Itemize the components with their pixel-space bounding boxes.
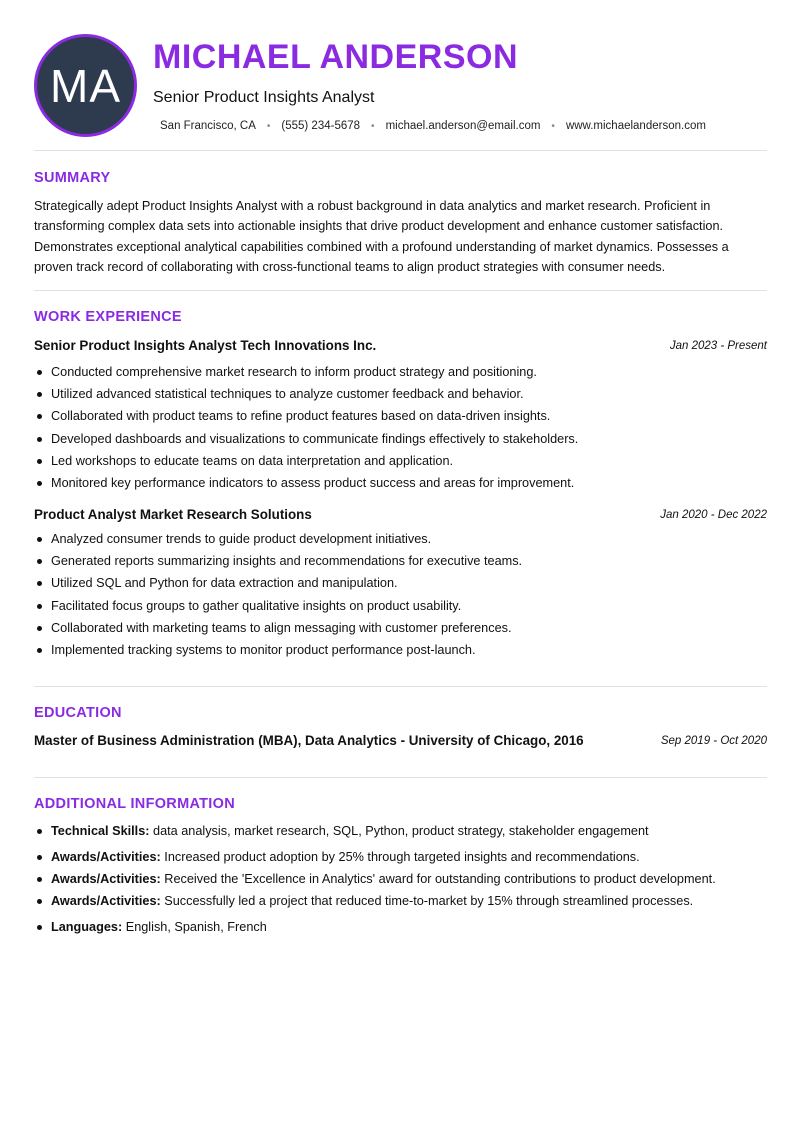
avatar-initials: MA — [50, 59, 121, 112]
list-item: Monitored key performance indicators to assess product success and areas for improvement. — [34, 472, 767, 494]
item-text: English, Spanish, French — [122, 920, 267, 934]
list-item: Implemented tracking systems to monitor product performance post-launch. — [34, 639, 767, 661]
item-label: Languages: — [51, 920, 123, 934]
list-item: Utilized advanced statistical techniques to analyze customer feedback and behavior. — [34, 383, 767, 405]
list-item: Analyzed consumer trends to guide product development initiatives. — [34, 528, 767, 550]
education-degree: Master of Business Administration (MBA), Data Analytics - University of Chicago, 2016 — [34, 733, 584, 748]
avatar — [34, 34, 137, 137]
job-role: Product Analyst Market Research Solutions — [34, 507, 312, 522]
list-item: Collaborated with marketing teams to align messaging with customer preferences. — [34, 617, 767, 639]
item-text: Received the 'Excellence in Analytics' award for outstanding contributions to product development. — [160, 872, 716, 886]
education-entry — [34, 733, 767, 751]
item-text: data analysis, market research, SQL, Python, product strategy, stakeholder engagement — [149, 824, 649, 838]
separator-dot: • — [551, 120, 555, 132]
contact-website[interactable]: www.michaelanderson.com — [565, 120, 706, 132]
list-item: Led workshops to educate teams on data interpretation and application. — [34, 450, 767, 472]
job-bullets — [34, 528, 767, 661]
list-item: Conducted comprehensive market research to inform product strategy and positioning. — [34, 361, 767, 383]
additional-list — [34, 820, 767, 938]
job-dates: Jan 2023 - Present — [669, 340, 767, 352]
job-bullets — [34, 361, 767, 494]
summary-text: Strategically adept Product Insights Analyst with a robust background in data analytics and market research. Proficient in transforming complex data sets into actionable insights that drive product development and enhance customer satisfaction. Demonstrates exceptional analytical capabilities combined with a profound understanding of market dynamics. Possesses a proven track record of collaborating with cross-functional teams to align product strategies with consumer needs. — [34, 199, 729, 274]
list-item — [34, 846, 767, 868]
section-divider — [34, 290, 767, 291]
education-heading: EDUCATION — [34, 705, 122, 721]
experience-heading: WORK EXPERIENCE — [34, 309, 182, 325]
candidate-name: MICHAEL ANDERSON — [153, 38, 519, 76]
item-text: Increased product adoption by 25% through targeted insights and recommendations. — [160, 850, 640, 864]
contact-location: San Francisco, CA — [160, 120, 256, 132]
additional-heading: ADDITIONAL INFORMATION — [34, 796, 235, 812]
job-dates: Jan 2020 - Dec 2022 — [660, 509, 767, 521]
item-label: Awards/Activities: — [51, 872, 161, 886]
summary-heading: SUMMARY — [34, 170, 111, 186]
item-label: Awards/Activities: — [51, 850, 161, 864]
list-item: Facilitated focus groups to gather qualitative insights on product usability. — [34, 595, 767, 617]
list-item — [34, 820, 767, 842]
section-divider — [34, 150, 767, 151]
section-divider — [34, 777, 767, 778]
list-item: Utilized SQL and Python for data extraction and manipulation. — [34, 572, 767, 594]
list-item — [34, 890, 767, 912]
separator-dot: • — [266, 120, 271, 132]
item-label: Awards/Activities: — [51, 894, 161, 908]
contact-email[interactable]: michael.anderson@email.com — [385, 120, 541, 132]
list-item — [34, 868, 767, 890]
list-item: Generated reports summarizing insights and recommendations for executive teams. — [34, 550, 767, 572]
contact-line — [160, 120, 706, 132]
job-header — [34, 338, 767, 356]
section-divider — [34, 686, 767, 687]
job-role: Senior Product Insights Analyst Tech Innovations Inc. — [34, 338, 377, 353]
education-dates: Sep 2019 - Oct 2020 — [660, 735, 767, 747]
list-item: Developed dashboards and visualizations to communicate findings effectively to stakeholders. — [34, 428, 767, 450]
list-item: Collaborated with product teams to refine product features based on data-driven insights. — [34, 405, 767, 427]
list-item — [34, 916, 767, 938]
job-header — [34, 507, 767, 525]
candidate-title: Senior Product Insights Analyst — [153, 89, 375, 106]
item-text: Successfully led a project that reduced time-to-market by 15% through streamlined processes. — [160, 894, 694, 908]
item-label: Technical Skills: — [51, 824, 150, 838]
separator-dot: • — [371, 120, 375, 132]
contact-phone[interactable]: (555) 234-5678 — [281, 120, 361, 132]
